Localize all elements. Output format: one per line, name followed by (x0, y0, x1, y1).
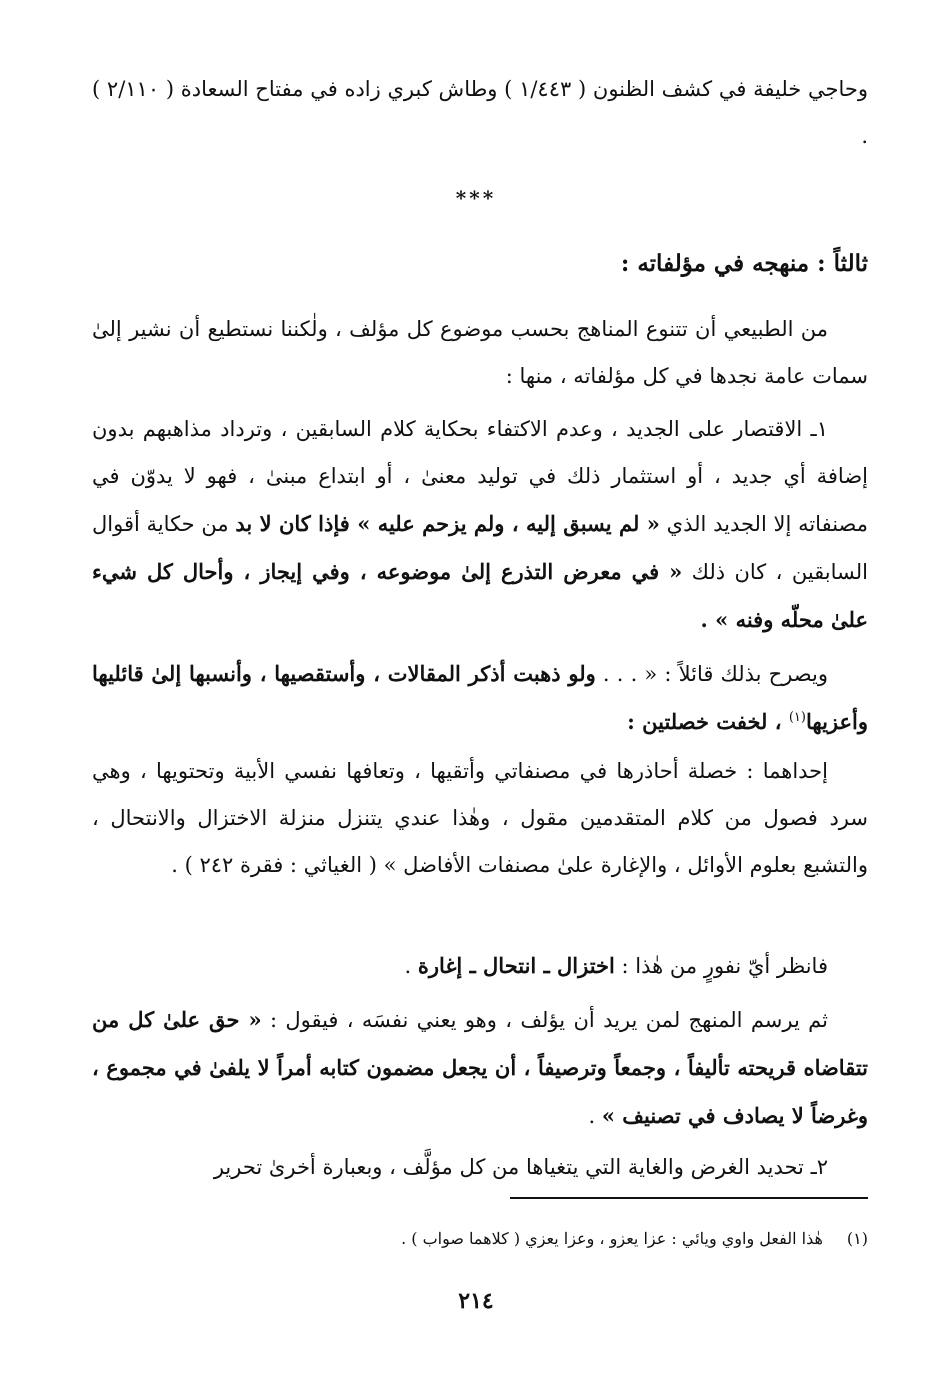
quote-bold: ولو ذهبت أذكر المقالات ، وأستقصيها ، وأنسبها إلىٰ قائليها وأعزيها (92, 661, 868, 734)
point-one-text-a: ١ـ الاقتصار على الجديد ، وعدم الاكتفاء بحكاية كلام السابقين ، وترداد مذاهبهم بدون إضافة أي جديد ، أو استثمار ذلك في توليد معنىٰ ، أو ابتداع مبنىٰ ، فهو لا يدوّن في مصنفاته إلا الجديد الذي (92, 417, 868, 536)
point-one-paragraph (92, 406, 868, 644)
look-bold: اختزال ـ انتحال ـ إغارة (417, 953, 615, 978)
section-heading: ثالثاً : منهجه في مؤلفاته : (620, 250, 868, 277)
first-trait-text: إحداهما : خصلة أحاذرها في مصنفاتي وأتقيها ، وتعافها نفسي الأبية وتحتويها ، وهي سرد فصول من كلام المتقدمين مقول ، وهٰذا عندي يتنزل منزلة الاختزال والانتحال ، والتشبع بعلوم الأوائل ، والإغارة علىٰ مصنفات الأفاضل » ( الغياثي : فقرة ٢٤٢ ) . (92, 759, 868, 877)
look-paragraph (92, 942, 868, 990)
then-quote: « حق علىٰ كل من تتقاضاه قريحته تأليفاً ، وجمعاً وترصيفاً ، أن يجعل مضمون كتابه أمراً لا يلفىٰ في مجموع ، وغرضاً لا يصادف في تصنيف » (92, 1007, 868, 1128)
look-text: فانظر أيّ نفورٍ من هٰذا : (614, 954, 828, 978)
then-end: . (588, 1104, 602, 1128)
point-one-quote-b: « في معرض التذرع إلىٰ موضوعه ، وفي إيجاز ، وأحال كل شيء علىٰ محلّه وفنه » . (92, 559, 868, 632)
footnote (401, 1226, 868, 1252)
point-one-text-c: من حكاية أقوال السابقين ، كان ذلك (92, 512, 868, 584)
footnote-text: هٰذا الفعل واوي ويائي : عزا يعزو ، وعزا يعزي ( كلاهما صواب ) . (401, 1229, 823, 1248)
look-end: . (404, 954, 418, 978)
footnote-marker: (١) (788, 710, 806, 725)
footnote-number: (١) (846, 1229, 868, 1248)
quote-paragraph (92, 650, 868, 746)
intro-text: وحاجي خليفة في كشف الظنون ( ١/٤٤٣ ) وطاش كبري زاده في مفتاح السعادة ( ٢/١١٠ ) . (92, 77, 868, 148)
then-text: ثم يرسم المنهج لمن يريد أن يؤلف ، وهو يعني نفسَه ، فيقول : (261, 1008, 828, 1032)
quote-intro: ويصرح بذلك قائلاً : « . . . (595, 662, 828, 686)
page-number: ٢١٤ (458, 1288, 494, 1314)
point-two-text: ٢ـ تحديد الغرض والغاية التي يتغياها من كل مؤلَّف ، وبعبارة أخرىٰ تحرير (213, 1155, 828, 1179)
point-two-paragraph (92, 1144, 868, 1191)
then-paragraph (92, 996, 868, 1140)
first-trait-paragraph (92, 748, 868, 889)
method-paragraph (92, 306, 868, 400)
intro-paragraph (92, 66, 868, 160)
point-one-quote-a: « لم يسبق إليه ، ولم يزحم عليه » فإذا كان لا بد (235, 511, 660, 536)
method-text: من الطبيعي أن تتنوع المناهج بحسب موضوع كل مؤلف ، ولٰكننا نستطيع أن نشير إلىٰ سمات عامة نجدها في كل مؤلفاته ، منها : (92, 317, 868, 388)
footnote-divider (510, 1197, 868, 1199)
section-separator: *** (455, 186, 497, 210)
quote-end: ، لخفت خصلتين : (627, 709, 789, 734)
